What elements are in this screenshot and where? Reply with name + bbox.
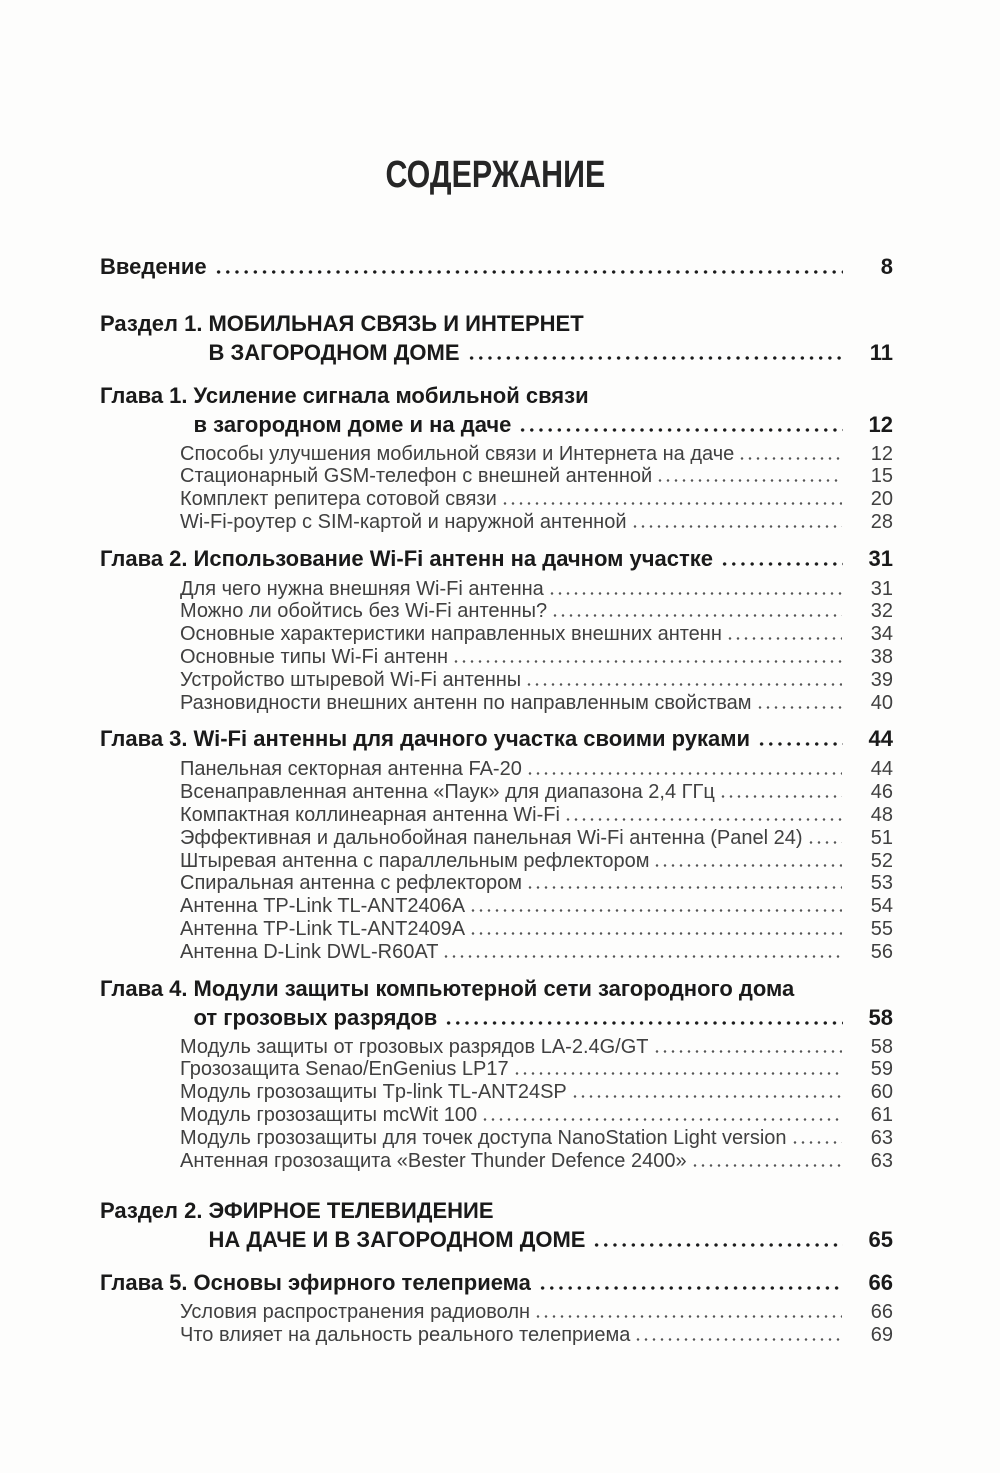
- toc-entry-introduction: [100, 252, 893, 281]
- subentry-title: Модуль грозозащиты Tp-link TL-ANT24SP: [180, 1081, 567, 1104]
- entry-body: [194, 1268, 893, 1297]
- subentry-title: Эффективная и дальнобойная панельная Wi-Fi антенна (Panel 24): [180, 826, 803, 849]
- subentry-title: Штыревая антенна с параллельным рефлектором: [180, 849, 650, 872]
- page-number: 53: [870, 872, 893, 895]
- toc-subentry: [180, 646, 893, 669]
- dot-leader: [467, 356, 843, 360]
- page-number: 12: [870, 442, 893, 465]
- dot-leader: [548, 592, 842, 595]
- toc-chapter-4: [100, 974, 893, 1032]
- subentry-title: Компактная коллинеарная антенна Wi-Fi: [180, 804, 560, 827]
- page-number: 28: [870, 510, 893, 533]
- subentry-title: Комплект репитера сотовой связи: [180, 488, 497, 511]
- subentry-title: Способы улучшения мобильной связи и Интернета на даче: [180, 442, 735, 465]
- entry-title: Модули защиты компьютерной сети загородного дома: [193, 975, 795, 1001]
- dot-leader: [534, 1315, 842, 1318]
- dot-leader: [756, 706, 842, 709]
- page-number: 20: [870, 488, 893, 511]
- title-line: [208, 338, 893, 367]
- page-number: 63: [870, 1126, 893, 1149]
- page-number: 66: [870, 1301, 893, 1324]
- page-number: 52: [870, 849, 893, 872]
- page-title: [0, 153, 995, 197]
- title-line: [194, 1003, 893, 1032]
- toc-subentry: [180, 1301, 893, 1324]
- chapter-3-subentries: [180, 758, 893, 963]
- dot-leader: [653, 864, 842, 867]
- toc-subentry: [180, 1150, 893, 1173]
- subentry-title: Антенна TP-Link TL-ANT2406A: [180, 895, 466, 918]
- toc-subentry: [180, 1104, 893, 1127]
- page-number: 40: [870, 691, 893, 714]
- page-number: 54: [870, 895, 893, 918]
- subentry-title: Устройство штыревой Wi-Fi антенны: [180, 668, 522, 691]
- toc-subentry: [180, 850, 893, 873]
- entry-body: [208, 1196, 893, 1254]
- toc-subentry: [180, 804, 893, 827]
- subentry-title: Панельная секторная антенна FA-20: [180, 758, 522, 781]
- page-number: 58: [868, 1004, 893, 1030]
- toc-subentry: [180, 1058, 893, 1081]
- toc-subentry: [180, 600, 893, 623]
- title-line: [208, 1225, 893, 1254]
- subentry-title: Разновидности внешних антенн по направленным свойствам: [180, 691, 752, 714]
- entry-body: [100, 252, 893, 281]
- chapter-label: Глава 3.: [100, 726, 188, 752]
- subentry-title: Основные характеристики направленных внешних антенн: [180, 623, 722, 646]
- entry-title: В ЗАГОРОДНОМ ДОМЕ: [208, 339, 460, 365]
- toc-subentry: [180, 511, 893, 534]
- page-number: 15: [870, 465, 893, 488]
- section-label: Раздел 1.: [100, 310, 203, 336]
- chapter-2-subentries: [180, 578, 893, 715]
- dot-leader: [442, 955, 842, 958]
- subentry-title: Что влияет на дальность реального телеприема: [180, 1324, 631, 1347]
- dot-leader: [452, 660, 842, 663]
- dot-leader: [564, 818, 842, 821]
- page-number: 58: [870, 1035, 893, 1058]
- dot-leader: [444, 1021, 843, 1025]
- toc-chapter-2: [100, 544, 893, 573]
- toc-subentry: [180, 758, 893, 781]
- entry-title: Усиление сигнала мобильной связи: [193, 382, 589, 408]
- toc-subentry: [180, 781, 893, 804]
- chapter-4-subentries: [180, 1036, 893, 1173]
- subentry-title: Антенна D-Link DWL-R60AT: [180, 940, 439, 963]
- section-label: Раздел 2.: [100, 1198, 203, 1224]
- page-number: 61: [870, 1104, 893, 1127]
- toc-subentry: [180, 872, 893, 895]
- dot-leader: [691, 1164, 842, 1167]
- dot-leader: [634, 1338, 842, 1341]
- dot-leader: [791, 1141, 842, 1144]
- dot-leader: [469, 909, 842, 912]
- page-number: 59: [870, 1058, 893, 1081]
- chapter-label: Глава 4.: [100, 975, 188, 1001]
- page-number: 65: [868, 1227, 893, 1253]
- page-number: 38: [870, 646, 893, 669]
- toc-subentry: [180, 578, 893, 601]
- toc-subentry: [180, 692, 893, 715]
- toc-chapter-3: [100, 724, 893, 753]
- page-number: 48: [870, 804, 893, 827]
- dot-leader: [214, 270, 843, 274]
- title-line: [100, 252, 893, 281]
- toc-chapter-5: [100, 1268, 893, 1297]
- page-number: 12: [868, 411, 893, 437]
- subentry-title: Спиральная антенна с рефлектором: [180, 872, 522, 895]
- dot-leader: [738, 457, 842, 460]
- entry-title: от грозовых разрядов: [193, 1004, 438, 1030]
- dot-leader: [757, 742, 843, 746]
- toc-subentry: [180, 1081, 893, 1104]
- toc-subentry: [180, 941, 893, 964]
- dot-leader: [720, 562, 843, 566]
- dot-leader: [469, 932, 842, 935]
- page-number: 56: [870, 940, 893, 963]
- page-number: 69: [870, 1324, 893, 1347]
- page-number: 44: [868, 726, 893, 752]
- entry-title: Основы эфирного телеприема: [193, 1270, 531, 1296]
- toc-subentry: [180, 488, 893, 511]
- title-line: [194, 381, 893, 410]
- page-number: 60: [870, 1081, 893, 1104]
- subentry-title: Wi-Fi-роутер с SIM-картой и наружной антенной: [180, 510, 627, 533]
- page-number: 66: [868, 1270, 893, 1296]
- toc-subentry: [180, 1127, 893, 1150]
- subentry-title: Условия распространения радиоволн: [180, 1301, 531, 1324]
- entry-body: [208, 309, 893, 367]
- dot-leader: [719, 795, 842, 798]
- subentry-title: Для чего нужна внешняя Wi-Fi антенна: [180, 577, 544, 600]
- dot-leader: [726, 637, 842, 640]
- page-number: 31: [868, 545, 893, 571]
- title-line: [194, 724, 893, 753]
- dot-leader: [501, 502, 842, 505]
- page-number: 39: [870, 668, 893, 691]
- subentry-title: Антенна TP-Link TL-ANT2409A: [180, 918, 466, 941]
- toc-chapter-1: [100, 381, 893, 439]
- dot-leader: [538, 1286, 843, 1290]
- entry-title: Wi-Fi антенны для дачного участка своими руками: [193, 726, 751, 752]
- entry-title: Введение: [100, 253, 207, 279]
- dot-leader: [551, 614, 842, 617]
- entry-title: МОБИЛЬНАЯ СВЯЗЬ И ИНТЕРНЕТ: [208, 310, 584, 336]
- chapter-5-subentries: [180, 1301, 893, 1347]
- toc-subentry: [180, 623, 893, 646]
- entry-title: в загородном доме и на даче: [193, 411, 512, 437]
- chapter-label: Глава 5.: [100, 1270, 188, 1296]
- toc-subentry: [180, 465, 893, 488]
- title-line: [208, 309, 893, 338]
- subentry-title: Модуль грозозащиты mcWit 100: [180, 1104, 478, 1127]
- dot-leader: [525, 683, 842, 686]
- title-line: [194, 974, 893, 1003]
- dot-leader: [592, 1243, 843, 1247]
- toc-subentry: [180, 443, 893, 466]
- page-number: 55: [870, 918, 893, 941]
- title-line: [208, 1196, 893, 1225]
- subentry-title: Модуль защиты от грозовых разрядов LA-2.4G/GT: [180, 1035, 649, 1058]
- page-number: 11: [869, 339, 893, 365]
- toc-section-2: [100, 1196, 893, 1254]
- toc-subentry: [180, 669, 893, 692]
- toc-subentry: [180, 1324, 893, 1347]
- entry-title: НА ДАЧЕ И В ЗАГОРОДНОМ ДОМЕ: [208, 1227, 586, 1253]
- dot-leader: [571, 1095, 842, 1098]
- entry-body: [194, 544, 893, 573]
- toc-subentry: [180, 1036, 893, 1059]
- chapter-label: Глава 1.: [100, 382, 188, 408]
- subentry-title: Всенаправленная антенна «Паук» для диапазона 2,4 ГГц: [180, 781, 715, 804]
- title-line: [194, 544, 893, 573]
- subentry-title: Модуль грозозащиты для точек доступа NanoStation Light version: [180, 1126, 787, 1149]
- page-number: 34: [870, 623, 893, 646]
- dot-leader: [656, 479, 842, 482]
- entry-title: Использование Wi-Fi антенн на дачном участке: [193, 545, 713, 571]
- title-line: [194, 410, 893, 439]
- toc-subentry: [180, 895, 893, 918]
- toc-subentry: [180, 918, 893, 941]
- toc-section-1: [100, 309, 893, 367]
- page-number: 32: [870, 600, 893, 623]
- dot-leader: [513, 1072, 842, 1075]
- chapter-label: Глава 2.: [100, 545, 188, 571]
- chapter-1-subentries: [180, 443, 893, 534]
- subentry-title: Стационарный GSM-телефон с внешней антенной: [180, 465, 653, 488]
- page-number: 46: [870, 781, 893, 804]
- subentry-title: Основные типы Wi-Fi антенн: [180, 646, 449, 669]
- dot-leader: [807, 841, 842, 844]
- page-number: 51: [870, 826, 893, 849]
- dot-leader: [518, 428, 843, 432]
- toc-subentry: [180, 827, 893, 850]
- page-title-text: СОДЕРЖАНИЕ: [385, 154, 605, 196]
- page-number: 44: [870, 758, 893, 781]
- page-number: 63: [870, 1149, 893, 1172]
- table-of-contents: [100, 252, 893, 1348]
- dot-leader: [481, 1118, 842, 1121]
- dot-leader: [526, 772, 842, 775]
- entry-title: ЭФИРНОЕ ТЕЛЕВИДЕНИЕ: [208, 1198, 494, 1224]
- dot-leader: [653, 1050, 842, 1053]
- page-number: 31: [870, 577, 893, 600]
- subentry-title: Грозозащита Senao/EnGenius LP17: [180, 1058, 509, 1081]
- subentry-title: Можно ли обойтись без Wi-Fi антенны?: [180, 600, 548, 623]
- title-line: [194, 1268, 893, 1297]
- subentry-title: Антенная грозозащита «Bester Thunder Defence 2400»: [180, 1149, 687, 1172]
- entry-body: [194, 974, 893, 1032]
- page-number: 8: [880, 253, 893, 279]
- entry-body: [194, 724, 893, 753]
- dot-leader: [526, 886, 842, 889]
- entry-body: [194, 381, 893, 439]
- dot-leader: [631, 525, 842, 528]
